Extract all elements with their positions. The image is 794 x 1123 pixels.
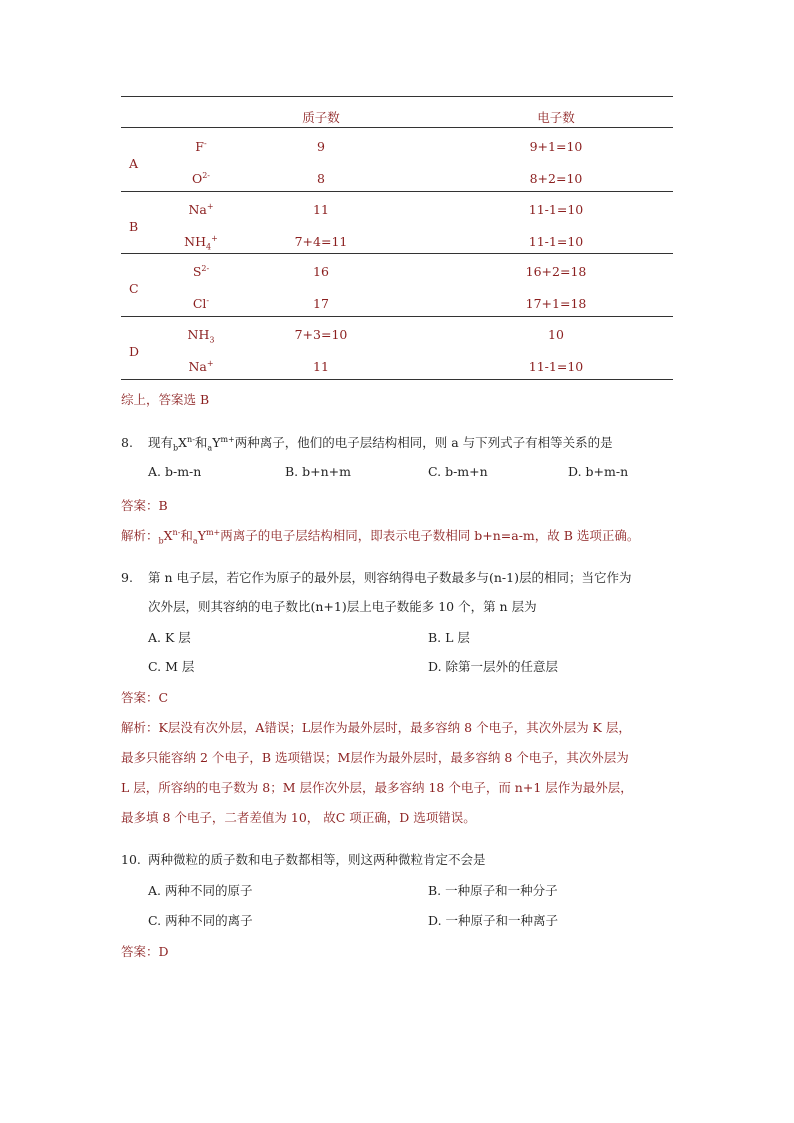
q9-answer: 答案：C	[121, 690, 169, 705]
q10-option-d: D. 一种原子和一种离子	[428, 913, 559, 928]
q9-stem-line2: 次外层，则其容纳的电子数比(n+1)层上电子数能多 10 个，第 n 层为	[148, 599, 537, 614]
q8-option-b: B. b+n+m	[285, 464, 351, 479]
q8-option-a: A. b-m-n	[148, 464, 202, 479]
group-label-d: D	[129, 344, 140, 359]
protons-cell: 8	[317, 171, 325, 186]
table-rule-top	[121, 96, 673, 97]
q8-answer: 答案：B	[121, 498, 168, 513]
protons-cell: 7+4=11	[294, 234, 348, 249]
species-cell: $O^{2-}$	[191, 171, 211, 187]
protons-cell: 11	[313, 202, 329, 217]
protons-cell: 7+3=10	[294, 327, 348, 342]
table-rule	[121, 316, 673, 317]
q9-option-c: C. M 层	[148, 659, 195, 674]
q10-stem: 10. 两种微粒的质子数和电子数都相等，则这两种微粒肯定不会是	[121, 852, 486, 867]
table-rule	[121, 127, 673, 128]
electrons-cell: 11-1=10	[528, 234, 584, 249]
electrons-cell: 16+2=18	[525, 264, 587, 279]
electrons-cell: 11-1=10	[528, 202, 584, 217]
group-label-a: A	[129, 156, 139, 171]
electrons-cell: 17+1=18	[525, 296, 587, 311]
q10-answer: 答案：D	[121, 944, 169, 959]
protons-cell: 9	[317, 139, 325, 154]
species-cell: Na+	[188, 202, 214, 218]
group-label-b: B	[129, 219, 139, 234]
q9-analysis-line2: 最多只能容纳 2 个电子，B 选项错误；M层作为最外层时，最多容纳 8 个电子，其次外层为	[121, 750, 629, 765]
q10-option-c: C. 两种不同的离子	[148, 913, 253, 928]
species-cell: Cl-	[192, 296, 210, 312]
q8-option-d: D. b+m-n	[568, 464, 629, 479]
species-cell: $NH_3$	[187, 327, 215, 345]
electrons-cell: 8+2=10	[529, 171, 583, 186]
header-electrons: 电子数	[537, 110, 575, 125]
q8-stem: 8. 现有$_bX^{n-}$和$_aY^{m+}$两种离子，他们的电子层结构相同，则 a 与下列式子有相等关系的是	[121, 434, 613, 453]
species-cell: $S^{2-}$	[192, 264, 210, 280]
protons-cell: 17	[313, 296, 329, 311]
q8-analysis: 解析：$_bX^{n-}$和$_aY^{m+}$两离子的电子层结构相同，即表示电子数相同 b+n=a-m，故 B 选项正确。	[121, 527, 640, 546]
table-rule-bottom	[121, 379, 673, 380]
q8-option-c: C. b-m+n	[428, 464, 488, 479]
table-rule	[121, 191, 673, 192]
protons-cell: 11	[313, 359, 329, 374]
species-cell: $NH_4^+$	[184, 234, 218, 252]
q9-stem-line1: 9. 第 n 电子层，若它作为原子的最外层，则容纳得电子数最多与(n-1)层的相同；当它作为	[121, 570, 632, 585]
q9-analysis-line3: L 层，所容纳的电子数为 8；M 层作次外层，最多容纳 18 个电子，而 n+1 层作为最外层，	[121, 780, 633, 795]
q9-option-b: B. L 层	[428, 630, 470, 645]
q9-analysis-line4: 最多填 8 个电子，二者差值为 10， 故C 项正确，D 选项错误。	[121, 810, 476, 825]
q10-option-a: A. 两种不同的原子	[148, 883, 253, 898]
q10-option-b: B. 一种原子和一种分子	[428, 883, 558, 898]
species-cell: Na+	[188, 359, 214, 375]
q9-option-d: D. 除第一层外的任意层	[428, 659, 559, 674]
q9-analysis-line1: 解析：K层没有次外层，A错误；L层作为最外层时，最多容纳 8 个电子，其次外层为 K 层，	[121, 720, 631, 735]
summary-line: 综上，答案选 B	[121, 392, 210, 407]
table-rule	[121, 253, 673, 254]
electrons-cell: 9+1=10	[529, 139, 583, 154]
electrons-cell: 10	[548, 327, 564, 342]
group-label-c: C	[129, 281, 139, 296]
header-protons: 质子数	[302, 110, 340, 125]
protons-cell: 16	[313, 264, 329, 279]
q9-option-a: A. K 层	[148, 630, 191, 645]
electrons-cell: 11-1=10	[528, 359, 584, 374]
species-cell: F-	[195, 139, 207, 155]
